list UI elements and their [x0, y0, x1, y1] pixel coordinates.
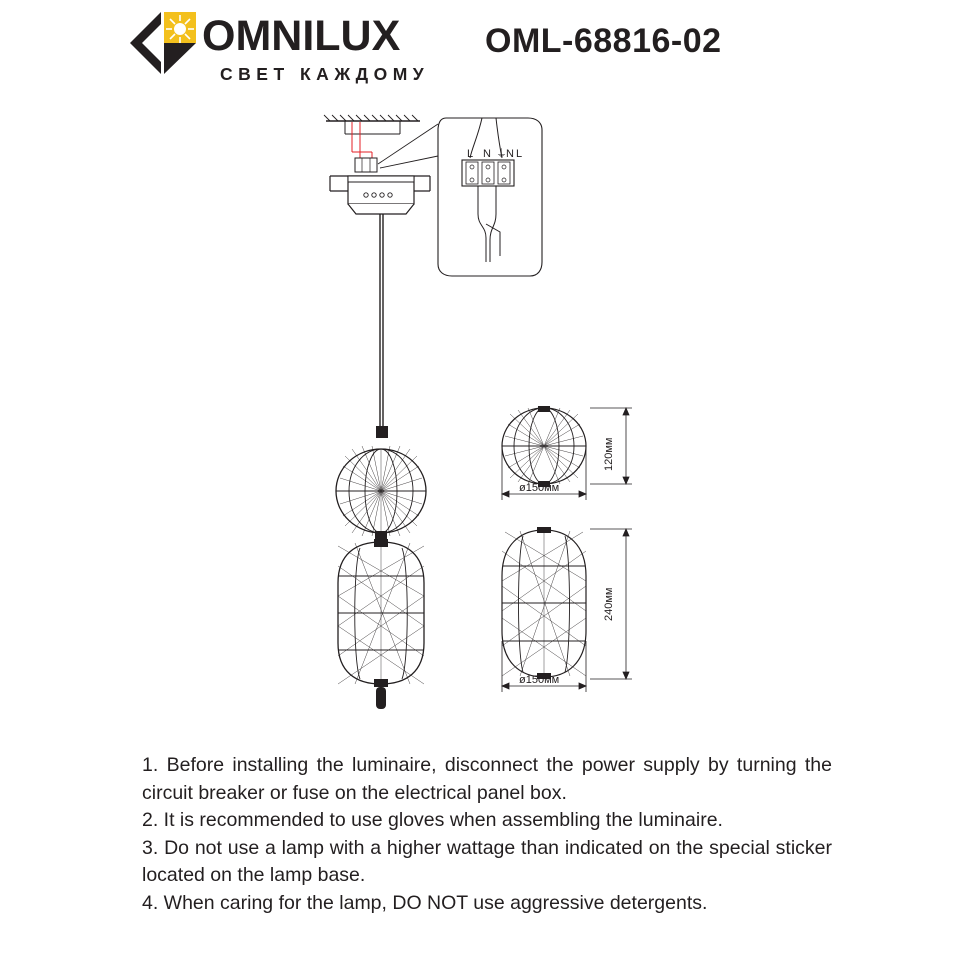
logo-word-lux: LUX [314, 12, 401, 60]
terminal-label-n2: N [506, 148, 514, 160]
instruction-item: 1. Before installing the luminaire, disconnect the power supply by turning the circuit breaker or fuse on the electrical panel box. [142, 754, 832, 804]
instruction-item: 4. When caring for the lamp, DO NOT use aggressive detergents. [142, 891, 708, 914]
ceiling-terminal-block [355, 158, 377, 172]
supply-wires [352, 122, 372, 158]
lower-shade [338, 539, 424, 709]
terminal-label-n1: N [483, 148, 491, 160]
terminal-label-l1: L [467, 148, 474, 160]
dimension-top-height: 120мм [603, 437, 615, 471]
canopy-plate [330, 176, 430, 214]
brand-logo [130, 8, 460, 88]
model-code: OML-68816-02 [485, 22, 722, 60]
instructions-list [142, 752, 832, 917]
instruction-item: 2. It is recommended to use gloves when assembling the luminaire. [142, 809, 723, 831]
logo-wordmark [202, 14, 400, 58]
omnilux-logo-icon [130, 12, 196, 74]
suspension-rod [376, 214, 388, 438]
terminal-label-ground: ⏚ [496, 148, 507, 160]
terminal-label-l2: L [516, 148, 523, 160]
page-header [0, 0, 970, 96]
dimension-bottom-height: 240мм [603, 587, 615, 621]
upper-shade-dimension-view [502, 406, 632, 500]
drawing-svg [0, 96, 970, 736]
instruction-item: 3. Do not use a lamp with a higher wattage than indicated on the special sticker located on the lamp base. [142, 836, 832, 886]
logo-word-omni: OMNI [202, 12, 315, 60]
dimension-top-diameter: ø150мм [519, 482, 560, 494]
lower-shade-dimension-view [502, 527, 632, 692]
dimension-bottom-diameter: ø150мм [519, 674, 560, 686]
logo-tagline: СВЕТ КАЖДОМУ [220, 64, 430, 84]
upper-shade [336, 446, 426, 539]
technical-drawing [0, 96, 970, 736]
ceiling-symbol [324, 115, 420, 134]
